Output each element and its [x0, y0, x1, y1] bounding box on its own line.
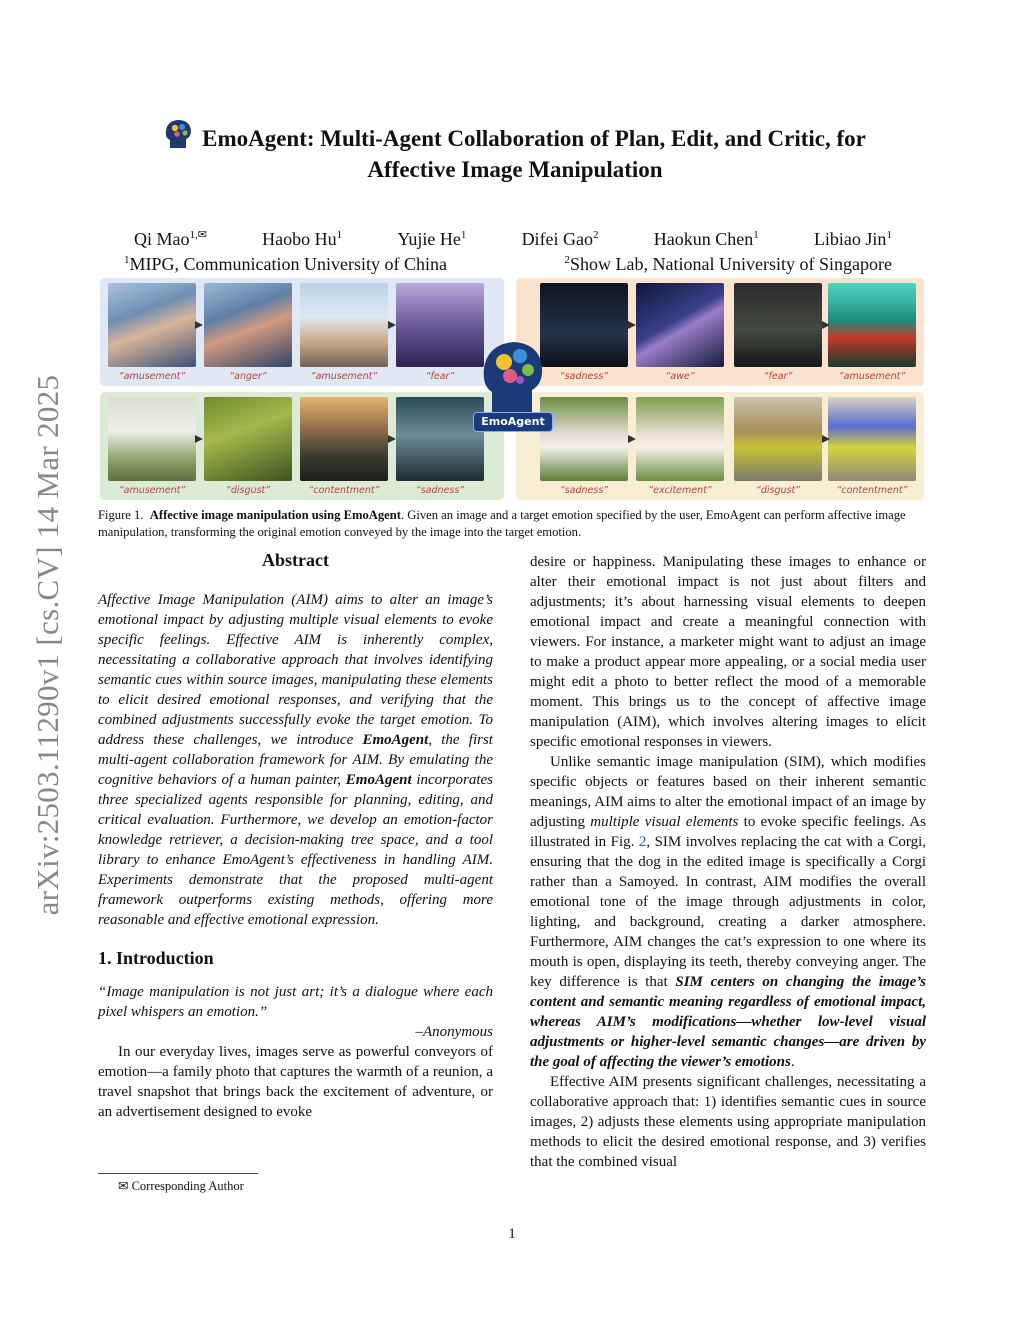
page-number: 1 [508, 1226, 516, 1242]
caption-text: . Given an image and a target emotion specified by the user, EmoAgent can perform affective image manipulation, transforming the original emotion conveyed by the image into the target emotion. [98, 508, 906, 539]
right-column [530, 552, 926, 1172]
arxiv-identifier: arXiv:2503.11290v1 [cs.CV] 14 Mar 2025 [30, 374, 65, 916]
emotion-label: “sadness” [559, 485, 609, 496]
emotion-label: “contentment” [308, 485, 380, 496]
figure-1 [100, 278, 924, 500]
image-flowers-disgust [204, 397, 292, 481]
image-barrel-disgust [734, 397, 822, 481]
arrow-icon [388, 320, 398, 330]
intro-paragraph-3: Effective AIM presents significant challenges, necessitating a collaborative approach that: 1) identifies semantic cues in source images, 2) adjusts these elements using appropriate manipulation methods to elicit the desired emotional response, and 3) verifies that the combined visual [530, 1074, 926, 1170]
caption-bold: Affective image manipulation using EmoAgent [149, 508, 401, 522]
footnote-rule [98, 1173, 258, 1174]
arrow-icon [628, 320, 638, 330]
paper-title: EmoAgent: Multi-Agent Collaboration of Plan, Edit, and Critic, for Affective Image Manipulation [120, 118, 910, 185]
image-baby-excitement [636, 397, 724, 481]
arrow-icon [388, 434, 398, 444]
emotion-label: “anger” [229, 371, 267, 382]
emotion-label: “amusement” [118, 485, 186, 496]
image-bench-sadness [396, 397, 484, 481]
emotion-label: “sadness” [559, 371, 609, 382]
image-barrel-contentment [828, 397, 916, 481]
figure-caption [98, 507, 926, 541]
emoagent-head-icon [480, 326, 546, 416]
emotion-label: “disgust” [755, 485, 801, 496]
author-name: Difei Gao$^2$ [521, 229, 599, 249]
image-baby-sadness [540, 397, 628, 481]
image-castle-amusement [300, 283, 388, 367]
caption-label: Figure 1. [98, 508, 144, 522]
arrow-icon [822, 434, 832, 444]
arrow-icon [822, 320, 832, 330]
intro-paragraph-1-continued: desire or happiness. Manipulating these images to enhance or alter their emotional impact is not just about filters and adjustments; it’s about harnessing visual elements to deepen emotional impact and create a meaningful connection with viewers. For instance, a marketer might want to adjust an image to make a product appear more appealing, or a social media user might edit a photo to better reflect the mood of a memorable moment. This brings us to the concept of affective image manipulation (AIM), which involves altering images to elicit specific emotional responses in viewers. [530, 554, 926, 750]
intro-paragraph-2: Unlike semantic image manipulation (SIM), which modifies specific objects or features based on their inherent semantic meanings, AIM aims to alter the emotional impact of an image by adjusting multiple visual elements to evoke specific feelings. As illustrated in Fig. 2, SIM involves replacing the cat with a Corgi, ensuring that the dog in the edited image is specifically a Corgi rather than a Samoyed. In contrast, AIM modifies the overall emotional tone of the image through adjustments in color, lighting, and background, creating a darker atmosphere. Furthermore, AIM changes the cat’s expression to one where its mouth is open, displaying its teeth, thereby conveying anger. The key difference is that SIM centers on changing the image’s content and semantic meaning regardless of emotional impact, whereas AIM’s modifications—whether low-level visual adjustments or higher-level semantic changes—are driven by the goal of affecting the viewer’s emotions. [530, 754, 927, 1070]
left-column [98, 550, 493, 1122]
intro-heading: 1. Introduction [98, 948, 214, 968]
author-name: Libiao Jin$^1$ [813, 229, 892, 249]
emoagent-logo-icon [164, 118, 194, 152]
emotion-label: “amusement” [838, 371, 906, 382]
image-flowers-amusement [108, 397, 196, 481]
emotion-label: “fear” [763, 371, 793, 382]
emotion-label: “contentment” [836, 485, 908, 496]
figure-2-link[interactable]: 2 [638, 834, 647, 850]
emoagent-badge: EmoAgent [473, 412, 553, 432]
image-balloon-sadness [540, 283, 628, 367]
abstract-text: Affective Image Manipulation (AIM) aims to alter an image’s emotional impact by adjusting multiple visual elements to evoke specific feelings. Effective AIM is inherently complex, necessitating a collaborative approach that involves identifying semantic cues within source images, manipulating these elements to elicit desired emotional responses, and verifying that the combined adjustments successfully evoke the target emotion. To address these challenges, we introduce EmoAgent, the first multi-agent collaboration framework for AIM. By emulating the cognitive behaviors of a human painter, EmoAgent incorporates three specialized agents responsible for planning, editing, and critical evaluation. Furthermore, we develop an emotion-factor knowledge retriever, a decision-making tree space, and a tool library to enhance EmoAgent’s effectiveness in handling AIM. Experiments demonstrate that the proposed multi-agent framework outperforms existing methods, offering more reasonable and effective emotional expression. [98, 592, 493, 928]
emotion-label: “awe” [665, 371, 695, 382]
arrow-icon [195, 434, 205, 444]
affiliation: $^1$MIPG, Communication University of China [124, 254, 447, 274]
image-boy-anger [204, 283, 292, 367]
emotion-label: “sadness” [415, 485, 465, 496]
author-name: Haokun Chen$^1$ [653, 229, 759, 249]
image-castle-fear [396, 283, 484, 367]
image-balloon-awe [636, 283, 724, 367]
author-name: Yujie He$^1$ [397, 229, 467, 249]
emotion-label: “excitement” [648, 485, 712, 496]
arrow-icon [628, 434, 638, 444]
intro-quote: “Image manipulation is not just art; it’s a dialogue where each pixel whispers an emotion.” [98, 984, 493, 1020]
image-house-amusement [828, 283, 916, 367]
arrow-icon [195, 320, 205, 330]
image-house-fear [734, 283, 822, 367]
intro-paragraph-1: In our everyday lives, images serve as powerful conveyors of emotion—a family photo that captures the warmth of a reunion, a travel snapshot that brings back the excitement of adventure, or an advertisement designed to evoke [98, 1044, 493, 1120]
image-bench-contentment [300, 397, 388, 481]
emotion-label: “fear” [425, 371, 455, 382]
affiliation: $^2$Show Lab, National University of Singapore [564, 254, 892, 274]
abstract-heading: Abstract [262, 550, 329, 570]
emotion-label: “amusement” [310, 371, 378, 382]
footnote: ✉ Corresponding Author [118, 1179, 244, 1193]
author-name: Haobo Hu$^1$ [262, 229, 343, 249]
author-name: Qi Mao$^{1,✉}$ [134, 229, 207, 249]
quote-attribution: –Anonymous [415, 1024, 493, 1040]
image-boy-amusement [108, 283, 196, 367]
emotion-label: “amusement” [118, 371, 186, 382]
emotion-label: “disgust” [225, 485, 271, 496]
author-block [100, 229, 924, 275]
